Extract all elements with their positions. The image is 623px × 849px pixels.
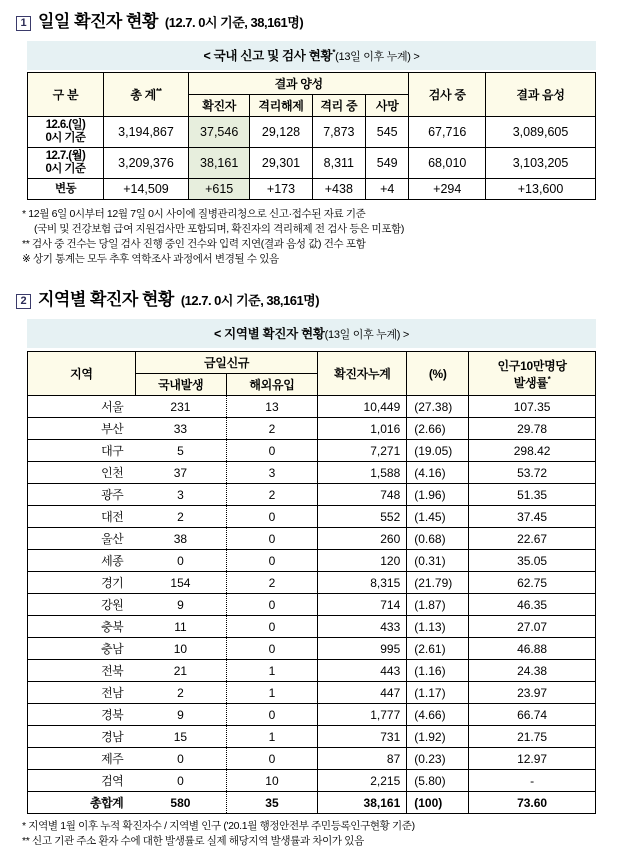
cell-domestic: 9 bbox=[135, 704, 226, 726]
table-row bbox=[28, 117, 596, 148]
cell-cumulative: 995 bbox=[318, 638, 407, 660]
cell-domestic: 11 bbox=[135, 616, 226, 638]
cell-rate: 12.97 bbox=[469, 748, 596, 770]
cell-imported: 0 bbox=[226, 616, 318, 638]
row-1-death: 549 bbox=[366, 148, 409, 179]
cell-imported: 0 bbox=[226, 748, 318, 770]
th-cumulative: 확진자누계 bbox=[318, 352, 407, 396]
total-region: 총합계 bbox=[28, 792, 136, 814]
table-1-body bbox=[28, 117, 596, 200]
cell-rate: 298.42 bbox=[469, 440, 596, 462]
th-confirmed: 확진자 bbox=[189, 95, 250, 117]
th-rate-line2-wrap bbox=[473, 374, 591, 391]
table-row bbox=[28, 506, 596, 528]
regional-cases-table bbox=[27, 351, 596, 814]
row-2-released: +173 bbox=[250, 179, 312, 200]
row-2-death: +4 bbox=[366, 179, 409, 200]
cell-rate: 53.72 bbox=[469, 462, 596, 484]
table-1-caption-mark: * bbox=[332, 47, 336, 57]
cell-rate: 23.97 bbox=[469, 682, 596, 704]
row-0-label bbox=[28, 117, 104, 148]
cell-region: 충북 bbox=[28, 616, 136, 638]
cell-rate: 22.67 bbox=[469, 528, 596, 550]
table-1-head bbox=[28, 73, 596, 117]
table-2-header-row-1 bbox=[28, 352, 596, 374]
cell-domestic: 38 bbox=[135, 528, 226, 550]
cell-imported: 2 bbox=[226, 572, 318, 594]
cell-cumulative: 714 bbox=[318, 594, 407, 616]
section-1-subtitle: (12.7. 0시 기준, 38,161명) bbox=[164, 15, 304, 30]
table-1-caption-main: < 국내 신고 및 검사 현황 bbox=[203, 49, 333, 63]
cell-percent: (1.92) bbox=[407, 726, 469, 748]
section-2-heading bbox=[0, 267, 623, 310]
table-1-caption bbox=[27, 41, 596, 70]
cell-percent: (4.16) bbox=[407, 462, 469, 484]
row-0-released: 29,128 bbox=[250, 117, 312, 148]
th-gubun: 구 분 bbox=[28, 73, 104, 117]
section-2-title: 지역별 확진자 현황 bbox=[38, 290, 174, 309]
cell-domestic: 0 bbox=[135, 748, 226, 770]
cell-region: 울산 bbox=[28, 528, 136, 550]
row-1-label bbox=[28, 148, 104, 179]
cell-imported: 0 bbox=[226, 704, 318, 726]
cell-percent: (5.80) bbox=[407, 770, 469, 792]
note-1: * 12월 6일 0시부터 12월 7일 0시 사이에 질병관리청으로 신고·접수된 자료 기준 bbox=[22, 208, 366, 220]
cell-rate: 35.05 bbox=[469, 550, 596, 572]
th-domestic: 국내발생 bbox=[135, 374, 226, 396]
cell-rate: 24.38 bbox=[469, 660, 596, 682]
cell-domestic: 0 bbox=[135, 550, 226, 572]
th-total-label: 총 계 bbox=[130, 88, 156, 102]
cell-imported: 1 bbox=[226, 726, 318, 748]
row-2-confirmed: +615 bbox=[189, 179, 250, 200]
cell-imported: 10 bbox=[226, 770, 318, 792]
row-0-label-line2: 0시 기준 bbox=[45, 132, 86, 144]
table-2-head bbox=[28, 352, 596, 396]
cell-imported: 0 bbox=[226, 528, 318, 550]
cell-percent: (1.17) bbox=[407, 682, 469, 704]
cell-cumulative: 443 bbox=[318, 660, 407, 682]
th-rate-mark: * bbox=[547, 374, 551, 384]
cell-percent: (0.68) bbox=[407, 528, 469, 550]
section-1-number-icon: 1 bbox=[16, 16, 31, 31]
cell-percent: (1.45) bbox=[407, 506, 469, 528]
cell-region: 경북 bbox=[28, 704, 136, 726]
cell-cumulative: 731 bbox=[318, 726, 407, 748]
row-1-label-line2: 0시 기준 bbox=[45, 163, 86, 175]
th-isolating: 격리 중 bbox=[312, 95, 365, 117]
cell-percent: (4.66) bbox=[407, 704, 469, 726]
table-row bbox=[28, 462, 596, 484]
cell-cumulative: 447 bbox=[318, 682, 407, 704]
cell-cumulative: 10,449 bbox=[318, 396, 407, 418]
total-cumulative: 38,161 bbox=[318, 792, 407, 814]
cell-cumulative: 260 bbox=[318, 528, 407, 550]
table-row bbox=[28, 770, 596, 792]
section-2-number-icon: 2 bbox=[16, 294, 31, 309]
row-0-label-line1: 12.6.(일) bbox=[45, 119, 86, 131]
row-0-death: 545 bbox=[366, 117, 409, 148]
cell-region: 검역 bbox=[28, 770, 136, 792]
cell-percent: (2.61) bbox=[407, 638, 469, 660]
cell-percent: (1.87) bbox=[407, 594, 469, 616]
cell-region: 강원 bbox=[28, 594, 136, 616]
cell-cumulative: 2,215 bbox=[318, 770, 407, 792]
cell-rate: 66.74 bbox=[469, 704, 596, 726]
note-3: ** 검사 중 건수는 당일 검사 진행 중인 건수와 입력 지연(결과 음성 값) 건수 포함 bbox=[22, 238, 366, 250]
table-row bbox=[28, 528, 596, 550]
table-row bbox=[28, 748, 596, 770]
row-0-total: 3,194,867 bbox=[103, 117, 188, 148]
cell-imported: 0 bbox=[226, 594, 318, 616]
table-row bbox=[28, 660, 596, 682]
cell-domestic: 37 bbox=[135, 462, 226, 484]
row-1-total: 3,209,376 bbox=[103, 148, 188, 179]
table-row bbox=[28, 594, 596, 616]
table-row bbox=[28, 682, 596, 704]
cell-cumulative: 120 bbox=[318, 550, 407, 572]
row-2-negative: +13,600 bbox=[486, 179, 596, 200]
table-2-caption-small: (13일 이후 누계) > bbox=[324, 329, 410, 341]
section-1-title: 일일 확진자 현황 bbox=[38, 12, 158, 31]
cell-percent: (1.16) bbox=[407, 660, 469, 682]
cell-region: 서울 bbox=[28, 396, 136, 418]
note-4: ※ 상기 통계는 모두 추후 역학조사 과정에서 변경될 수 있음 bbox=[22, 253, 279, 265]
cell-imported: 0 bbox=[226, 506, 318, 528]
th-total bbox=[103, 73, 188, 117]
cell-percent: (0.23) bbox=[407, 748, 469, 770]
cell-region: 대전 bbox=[28, 506, 136, 528]
th-negative: 결과 음성 bbox=[486, 73, 596, 117]
section-2-subtitle: (12.7. 0시 기준, 38,161명) bbox=[180, 293, 320, 308]
cell-cumulative: 552 bbox=[318, 506, 407, 528]
cell-rate: 62.75 bbox=[469, 572, 596, 594]
cell-domestic: 33 bbox=[135, 418, 226, 440]
cell-rate: 29.78 bbox=[469, 418, 596, 440]
cell-region: 전남 bbox=[28, 682, 136, 704]
table-row bbox=[28, 572, 596, 594]
table-1-notes bbox=[22, 207, 623, 267]
row-1-label-line1: 12.7.(월) bbox=[45, 150, 86, 162]
cell-domestic: 0 bbox=[135, 770, 226, 792]
note-2: (국비 및 건강보험 급여 지원검사만 포함되며, 확진자의 격리해제 전 검사 등은 미포함) bbox=[34, 223, 405, 235]
row-0-negative: 3,089,605 bbox=[486, 117, 596, 148]
cell-cumulative: 1,016 bbox=[318, 418, 407, 440]
cell-percent: (21.79) bbox=[407, 572, 469, 594]
cell-domestic: 21 bbox=[135, 660, 226, 682]
row-1-released: 29,301 bbox=[250, 148, 312, 179]
cell-imported: 0 bbox=[226, 638, 318, 660]
row-2-total: +14,509 bbox=[103, 179, 188, 200]
cell-cumulative: 433 bbox=[318, 616, 407, 638]
th-total-mark: ** bbox=[155, 87, 162, 96]
cell-domestic: 10 bbox=[135, 638, 226, 660]
table-row bbox=[28, 616, 596, 638]
table-2-caption bbox=[27, 319, 596, 348]
cell-percent: (27.38) bbox=[407, 396, 469, 418]
cell-region: 세종 bbox=[28, 550, 136, 572]
row-0-confirmed: 37,546 bbox=[189, 117, 250, 148]
th-rate-line1: 인구10만명당 bbox=[497, 358, 567, 373]
cell-domestic: 231 bbox=[135, 396, 226, 418]
table-2-notes bbox=[22, 819, 623, 849]
section-1-heading bbox=[0, 0, 623, 32]
cell-region: 전북 bbox=[28, 660, 136, 682]
th-positive-group: 결과 양성 bbox=[189, 73, 409, 95]
th-percent: (%) bbox=[407, 352, 469, 396]
table-row bbox=[28, 148, 596, 179]
cell-domestic: 5 bbox=[135, 440, 226, 462]
cell-domestic: 3 bbox=[135, 484, 226, 506]
cell-percent: (1.13) bbox=[407, 616, 469, 638]
table-row bbox=[28, 396, 596, 418]
cell-region: 부산 bbox=[28, 418, 136, 440]
cell-imported: 2 bbox=[226, 484, 318, 506]
cell-region: 제주 bbox=[28, 748, 136, 770]
cell-imported: 1 bbox=[226, 660, 318, 682]
cell-domestic: 154 bbox=[135, 572, 226, 594]
th-testing: 검사 중 bbox=[409, 73, 486, 117]
total-percent: (100) bbox=[407, 792, 469, 814]
cell-cumulative: 87 bbox=[318, 748, 407, 770]
th-death: 사망 bbox=[366, 95, 409, 117]
daily-cases-table bbox=[27, 72, 596, 200]
cell-percent: (2.66) bbox=[407, 418, 469, 440]
row-1-negative: 3,103,205 bbox=[486, 148, 596, 179]
table-row bbox=[28, 638, 596, 660]
cell-domestic: 2 bbox=[135, 682, 226, 704]
cell-region: 충남 bbox=[28, 638, 136, 660]
cell-region: 경남 bbox=[28, 726, 136, 748]
table-row-change bbox=[28, 179, 596, 200]
cell-rate: 37.45 bbox=[469, 506, 596, 528]
table-1-header-row-1 bbox=[28, 73, 596, 95]
cell-percent: (19.05) bbox=[407, 440, 469, 462]
cell-region: 인천 bbox=[28, 462, 136, 484]
cell-rate: 46.35 bbox=[469, 594, 596, 616]
row-1-isolating: 8,311 bbox=[312, 148, 365, 179]
cell-domestic: 2 bbox=[135, 506, 226, 528]
cell-imported: 0 bbox=[226, 440, 318, 462]
th-released: 격리해제 bbox=[250, 95, 312, 117]
cell-imported: 3 bbox=[226, 462, 318, 484]
note-5: * 지역별 1월 이후 누적 확진자수 / 지역별 인구 ('20.1월 행정안전부 주민등록인구현황 기준) bbox=[22, 820, 415, 832]
note-6: ** 신고 기관 주소 환자 수에 대한 발생률로 실제 해당지역 발생률과 차이가 있음 bbox=[22, 835, 364, 847]
cell-domestic: 15 bbox=[135, 726, 226, 748]
cell-imported: 13 bbox=[226, 396, 318, 418]
table-row bbox=[28, 418, 596, 440]
table-row bbox=[28, 440, 596, 462]
cell-percent: (1.96) bbox=[407, 484, 469, 506]
cell-percent: (0.31) bbox=[407, 550, 469, 572]
cell-cumulative: 8,315 bbox=[318, 572, 407, 594]
cell-region: 경기 bbox=[28, 572, 136, 594]
row-1-testing: 68,010 bbox=[409, 148, 486, 179]
table-row-total bbox=[28, 792, 596, 814]
table-2-caption-main: < 지역별 확진자 현황 bbox=[213, 327, 325, 341]
th-rate bbox=[469, 352, 596, 396]
th-today-new: 금일신규 bbox=[135, 352, 318, 374]
table-row bbox=[28, 726, 596, 748]
cell-imported: 0 bbox=[226, 550, 318, 572]
table-row bbox=[28, 704, 596, 726]
total-domestic: 580 bbox=[135, 792, 226, 814]
cell-region: 광주 bbox=[28, 484, 136, 506]
total-rate: 73.60 bbox=[469, 792, 596, 814]
cell-rate: - bbox=[469, 770, 596, 792]
row-1-confirmed: 38,161 bbox=[189, 148, 250, 179]
th-region: 지역 bbox=[28, 352, 136, 396]
table-row bbox=[28, 484, 596, 506]
cell-domestic: 9 bbox=[135, 594, 226, 616]
cell-region: 대구 bbox=[28, 440, 136, 462]
cell-rate: 21.75 bbox=[469, 726, 596, 748]
cell-rate: 27.07 bbox=[469, 616, 596, 638]
row-2-label: 변동 bbox=[28, 179, 104, 200]
cell-rate: 46.88 bbox=[469, 638, 596, 660]
cell-rate: 51.35 bbox=[469, 484, 596, 506]
row-0-testing: 67,716 bbox=[409, 117, 486, 148]
cell-rate: 107.35 bbox=[469, 396, 596, 418]
cell-cumulative: 748 bbox=[318, 484, 407, 506]
table-2-body bbox=[28, 396, 596, 814]
table-1-caption-small: (13일 이후 누계) > bbox=[335, 51, 420, 63]
table-row bbox=[28, 550, 596, 572]
total-imported: 35 bbox=[226, 792, 318, 814]
th-rate-line2: 발생률 bbox=[513, 375, 548, 390]
cell-cumulative: 1,588 bbox=[318, 462, 407, 484]
cell-imported: 2 bbox=[226, 418, 318, 440]
row-0-isolating: 7,873 bbox=[312, 117, 365, 148]
cell-imported: 1 bbox=[226, 682, 318, 704]
cell-cumulative: 7,271 bbox=[318, 440, 407, 462]
cell-cumulative: 1,777 bbox=[318, 704, 407, 726]
row-2-isolating: +438 bbox=[312, 179, 365, 200]
row-2-testing: +294 bbox=[409, 179, 486, 200]
th-imported: 해외유입 bbox=[226, 374, 318, 396]
